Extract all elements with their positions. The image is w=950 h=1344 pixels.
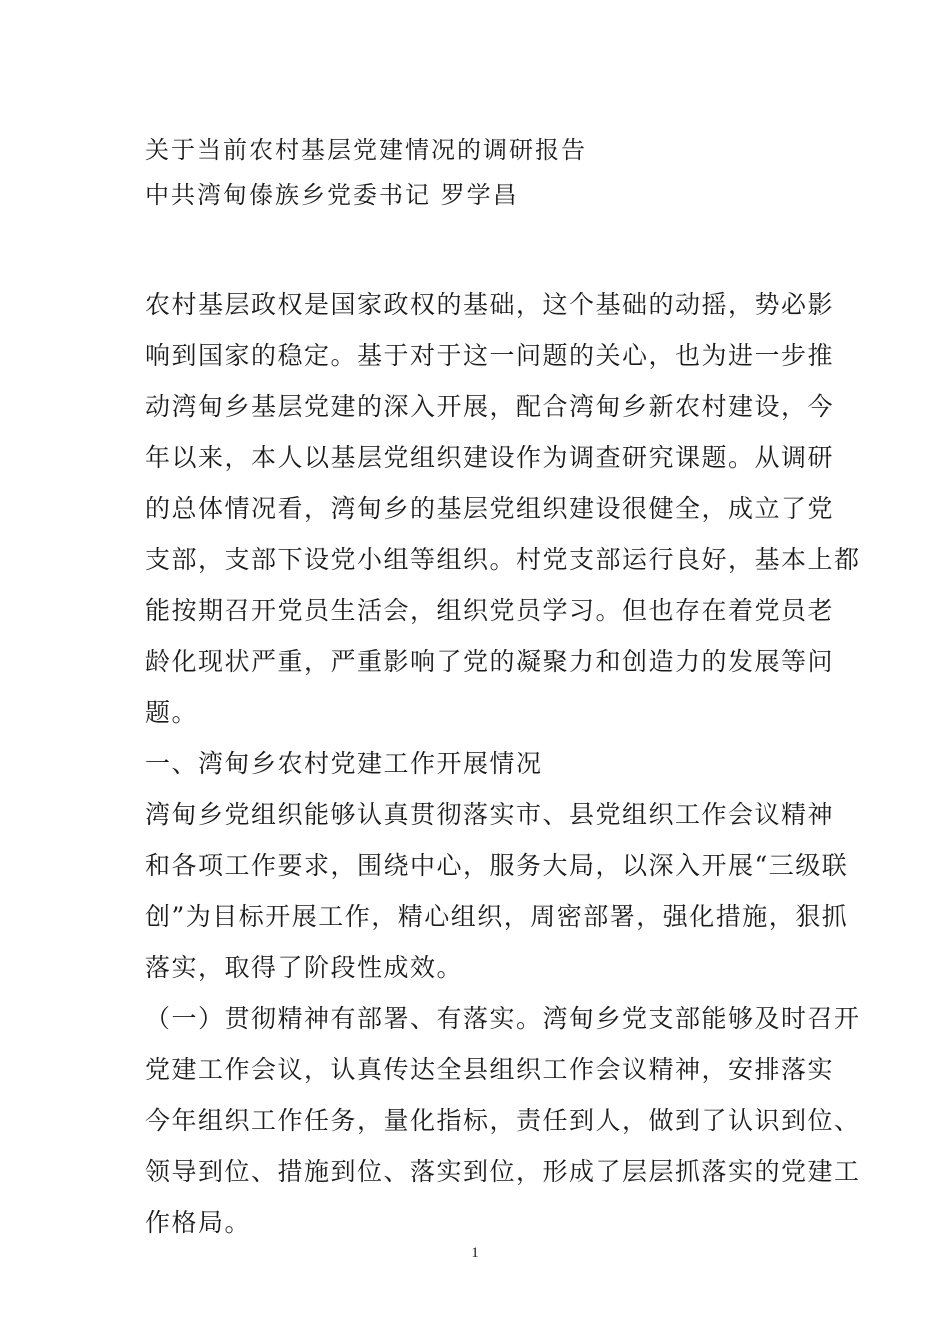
body-line: 响到国家的稳定。基于对于这一问题的关心，也为进一步推 <box>145 341 835 370</box>
document-title: 关于当前农村基层党建情况的调研报告 <box>145 136 587 164</box>
body-line: 创”为目标开展工作，精心组织，周密部署，强化措施，狠抓 <box>145 902 849 931</box>
body-line: 的总体情况看，湾甸乡的基层党组织建设很健全，成立了党 <box>145 494 835 523</box>
body-line: 能按期召开党员生活会，组织党员学习。但也存在着党员老 <box>145 596 835 625</box>
body-line: 题。 <box>145 698 199 727</box>
body-line: 领导到位、措施到位、落实到位，形成了层层抓落实的党建工 <box>145 1157 861 1186</box>
body-line: 龄化现状严重，严重影响了党的凝聚力和创造力的发展等问 <box>145 647 835 676</box>
document-body <box>145 279 861 1248</box>
body-line: 作格局。 <box>145 1208 252 1237</box>
page-number: 1 <box>471 1245 479 1261</box>
body-line: 农村基层政权是国家政权的基础，这个基础的动摇，势必影 <box>145 290 835 319</box>
body-line: 动湾甸乡基层党建的深入开展，配合湾甸乡新农村建设，今 <box>145 392 835 421</box>
body-line: 党建工作会议，认真传达全县组织工作会议精神，安排落实 <box>145 1055 835 1084</box>
subsection-line: （一）贯彻精神有部署、有落实。湾甸乡党支部能够及时召开 <box>145 1004 861 1033</box>
document-page <box>145 128 861 1248</box>
title-block <box>145 128 807 218</box>
body-line: 和各项工作要求，围绕中心，服务大局，以深入开展“三级联 <box>145 851 849 880</box>
section-heading: 一、湾甸乡农村党建工作开展情况 <box>145 749 543 778</box>
body-line: 支部，支部下设党小组等组织。村党支部运行良好，基本上都 <box>145 545 861 574</box>
document-author: 中共湾甸傣族乡党委书记 罗学昌 <box>145 181 519 209</box>
body-line: 落实，取得了阶段性成效。 <box>145 953 464 982</box>
body-line: 年以来，本人以基层党组织建设作为调查研究课题。从调研 <box>145 443 835 472</box>
body-line: 湾甸乡党组织能够认真贯彻落实市、县党组织工作会议精神 <box>145 800 835 829</box>
body-line: 今年组织工作任务，量化指标，责任到人，做到了认识到位、 <box>145 1106 861 1135</box>
